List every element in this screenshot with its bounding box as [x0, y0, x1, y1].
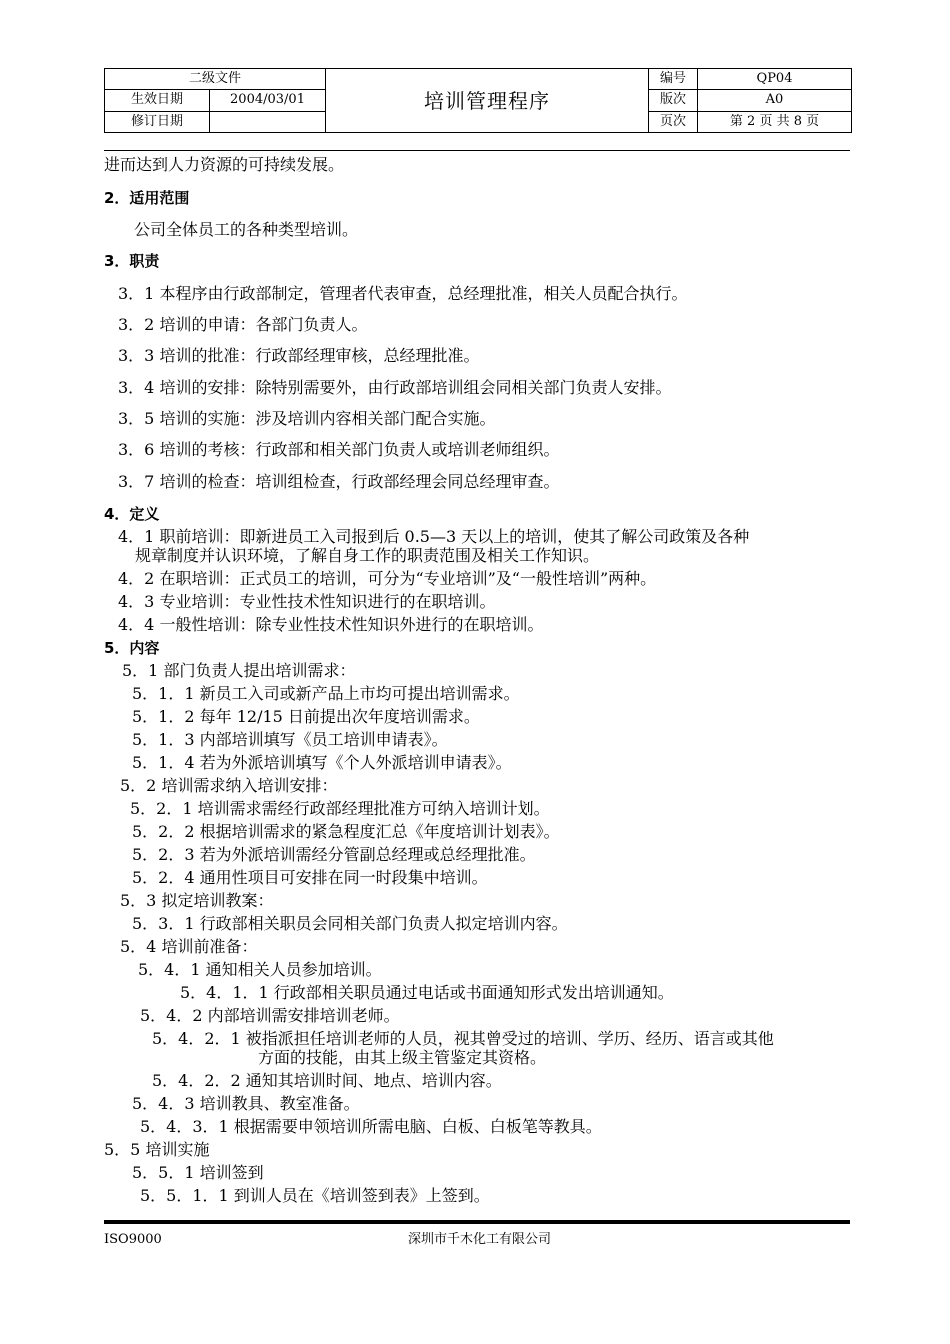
list-item: 4．1 职前培训：即新进员工入司报到后 0.5—3 天以上的培训，使其了解公司政策及各种: [118, 527, 750, 546]
page-label: 页次: [649, 111, 698, 132]
list-item: 4．4 一般性培训：除专业性技术性知识外进行的在职培训。: [118, 615, 544, 634]
list-item: 5．1．3 内部培训填写《员工培训申请表》。: [132, 730, 448, 749]
list-item: 5．1 部门负责人提出培训需求：: [122, 661, 356, 680]
list-item: 4．3 专业培训：专业性技术性知识进行的在职培训。: [118, 592, 496, 611]
section-4-heading: 4．定义: [104, 505, 160, 523]
list-item: 3．7 培训的检查：培训组检查，行政部经理会同总经理审查。: [118, 472, 560, 491]
list-item: 5．4 培训前准备：: [120, 937, 258, 956]
version: A0: [698, 90, 852, 111]
list-item: 5．4．3．1 根据需要申领培训所需电脑、白板、白板笔等教具。: [140, 1117, 602, 1136]
list-item: 5．4．1．1 行政部相关职员通过电话或书面通知形式发出培训通知。: [180, 983, 674, 1002]
footer-company: 深圳市千木化工有限公司: [408, 1232, 552, 1247]
section-2-heading: 2．适用范围: [104, 189, 190, 207]
section-5-heading: 5．内容: [104, 639, 160, 657]
list-item: 3．5 培训的实施：涉及培训内容相关部门配合实施。: [118, 409, 496, 428]
list-item: 5．4．3 培训教具、教室准备。: [132, 1094, 360, 1113]
list-item: 5．2．3 若为外派培训需经分管副总经理或总经理批准。: [132, 845, 536, 864]
list-item: 5．5．1．1 到训人员在《培训签到表》上签到。: [140, 1186, 490, 1205]
list-item: 3．1 本程序由行政部制定，管理者代表审查，总经理批准，相关人员配合执行。: [118, 284, 688, 303]
document-header-table: [104, 68, 852, 133]
document-number: QP04: [698, 69, 852, 90]
doc-level: 二级文件: [105, 69, 326, 90]
effective-date-label: 生效日期: [105, 90, 210, 111]
footer-standard: ISO9000: [104, 1232, 162, 1247]
intro-continuation: 进而达到人力资源的可持续发展。: [104, 155, 345, 174]
document-title: 培训管理程序: [326, 69, 649, 133]
list-item: 5．3 拟定培训教案：: [120, 891, 274, 910]
list-item-continuation: 方面的技能，由其上级主管鉴定其资格。: [258, 1048, 547, 1067]
list-item: 5．4．2 内部培训需安排培训老师。: [140, 1006, 400, 1025]
list-item: 5．2．1 培训需求需经行政部经理批准方可纳入培训计划。: [130, 799, 550, 818]
list-item: 3．6 培训的考核：行政部和相关部门负责人或培训老师组织。: [118, 440, 560, 459]
revision-date: [210, 111, 326, 132]
list-item-continuation: 规章制度并认识环境，了解自身工作的职责范围及相关工作知识。: [135, 546, 600, 565]
list-item: 3．3 培训的批准：行政部经理审核，总经理批准。: [118, 346, 480, 365]
section-3-heading: 3．职责: [104, 252, 160, 270]
list-item: 5．2 培训需求纳入培训安排：: [120, 776, 338, 795]
header-divider: [104, 150, 850, 151]
list-item: 5．4．1 通知相关人员参加培训。: [138, 960, 382, 979]
list-item: 3．4 培训的安排：除特别需要外，由行政部培训组会同相关部门负责人安排。: [118, 378, 672, 397]
list-item: 5．1．1 新员工入司或新产品上市均可提出培训需求。: [132, 684, 520, 703]
list-item: 5．4．2．2 通知其培训时间、地点、培训内容。: [152, 1071, 502, 1090]
list-item: 5．3．1 行政部相关职员会同相关部门负责人拟定培训内容。: [132, 914, 568, 933]
number-label: 编号: [649, 69, 698, 90]
list-item: 5．5 培训实施: [104, 1140, 210, 1159]
footer-divider: [104, 1220, 850, 1224]
list-item: 5．1．2 每年 12/15 日前提出次年度培训需求。: [132, 707, 480, 726]
version-label: 版次: [649, 90, 698, 111]
revision-date-label: 修订日期: [105, 111, 210, 132]
list-item: 5．4．2．1 被指派担任培训老师的人员，视其曾受过的培训、学历、经历、语言或其他: [152, 1029, 774, 1048]
list-item: 4．2 在职培训：正式员工的培训，可分为“专业培训”及“一般性培训”两种。: [118, 569, 657, 588]
list-item: 5．2．4 通用性项目可安排在同一时段集中培训。: [132, 868, 488, 887]
list-item: 5．2．2 根据培训需求的紧急程度汇总《年度培训计划表》。: [132, 822, 560, 841]
list-item: 5．5．1 培训签到: [132, 1163, 264, 1182]
list-item: 5．1．4 若为外派培训填写《个人外派培训申请表》。: [132, 753, 512, 772]
list-item: 3．2 培训的申请：各部门负责人。: [118, 315, 368, 334]
effective-date: 2004/03/01: [210, 90, 326, 111]
page-number: 第 2 页 共 8 页: [698, 111, 852, 132]
paragraph: 公司全体员工的各种类型培训。: [134, 220, 359, 239]
